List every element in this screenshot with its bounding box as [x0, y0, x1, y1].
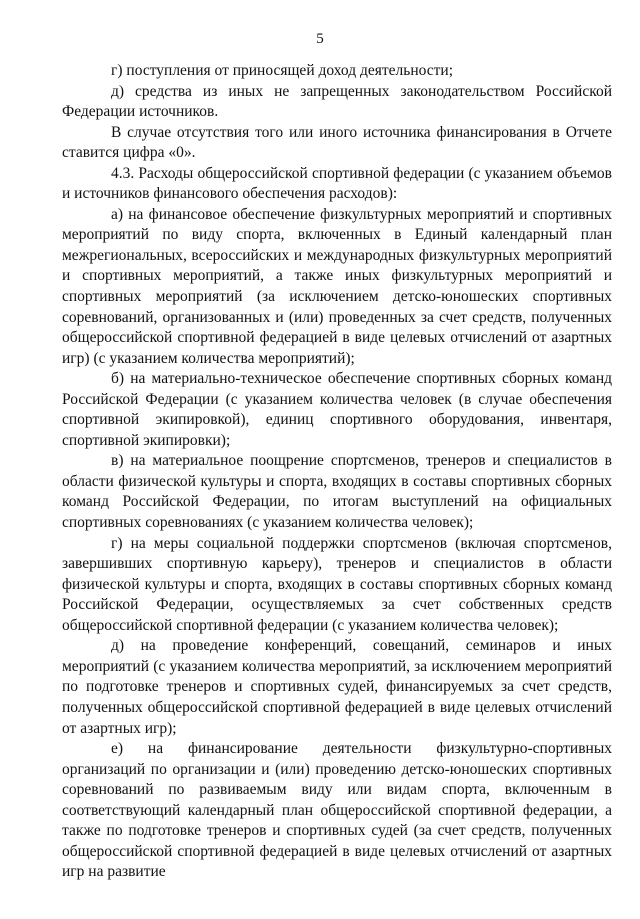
paragraph-item-b: б) на материально-техническое обеспечение спортивных сборных команд Российской Федерации (с указанием количества человек (в случае обеспечения спортивной экипировкой), единиц спортивного оборудования, инвентаря, спортивной экипировки);: [62, 370, 612, 449]
paragraph-item-v: в) на материальное поощрение спортсменов, тренеров и специалистов в области физической культуры и спорта, входящих в составы спортивных сборных команд Российской Федерации, по итогам выступлений на официальных спортивных соревнованиях (с указанием количества человек);: [62, 452, 612, 532]
paragraph-income-activity: г) поступления от приносящей доход деятельности;: [111, 62, 453, 79]
document-body: [62, 61, 612, 883]
paragraph-section-4-3: 4.3. Расходы общероссийской спортивной федерации (с указанием объемов и источников финансового обеспечения расходов):: [62, 164, 612, 203]
paragraph-item-g: г) на меры социальной поддержки спортсменов (включая спортсменов, завершивших спортивную карьеру), тренеров и специалистов в области физической культуры и спорта, входящих в составы спортивных сборных команд Российской Федерации, осуществляемых за счет собственных средств общероссийской спортивной федерации (с указанием количества человек);: [62, 534, 612, 634]
paragraph-item-d: д) на проведение конференций, совещаний, семинаров и иных мероприятий (с указанием количества мероприятий, за исключением мероприятий по подготовке тренеров и спортивных судей, финансируемых за счет средств, полученных общероссийской спортивной федерацией в виде целевых отчислений от азартных игр);: [62, 637, 612, 737]
page-number: 5: [316, 31, 324, 47]
paragraph-item-e: е) на финансирование деятельности физкультурно-спортивных организаций по организации и (или) проведению детско-юношеских спортивных соревнований по развиваемым виду или видам спорта, включенным в соответствующий календарный план общероссийской спортивной федерации, а также по подготовке тренеров и спортивных судей (за счет средств, полученных общероссийской спортивной федерацией в виде целевых отчислений от азартных игр на развитие: [62, 740, 612, 881]
paragraph-zero-note: В случае отсутствия того или иного источника финансирования в Отчете ставится цифра «0».: [62, 123, 612, 162]
paragraph-item-a: а) на финансовое обеспечение физкультурных мероприятий и спортивных мероприятий по виду спорта, включенных в Единый календарный план межрегиональных, всероссийских и международных физкультурных мероприятий и спортивных мероприятий, а также иных физкультурных мероприятий и спортивных мероприятий (за исключением детско-юношеских спортивных соревнований, организованных и (или) проведенных за счет средств, полученных общероссийской спортивной федерацией в виде целевых отчислений от азартных игр) (с указанием количества мероприятий);: [62, 205, 612, 367]
paragraph-other-sources: д) средства из иных не запрещенных законодательством Российской Федерации источников.: [62, 82, 612, 121]
